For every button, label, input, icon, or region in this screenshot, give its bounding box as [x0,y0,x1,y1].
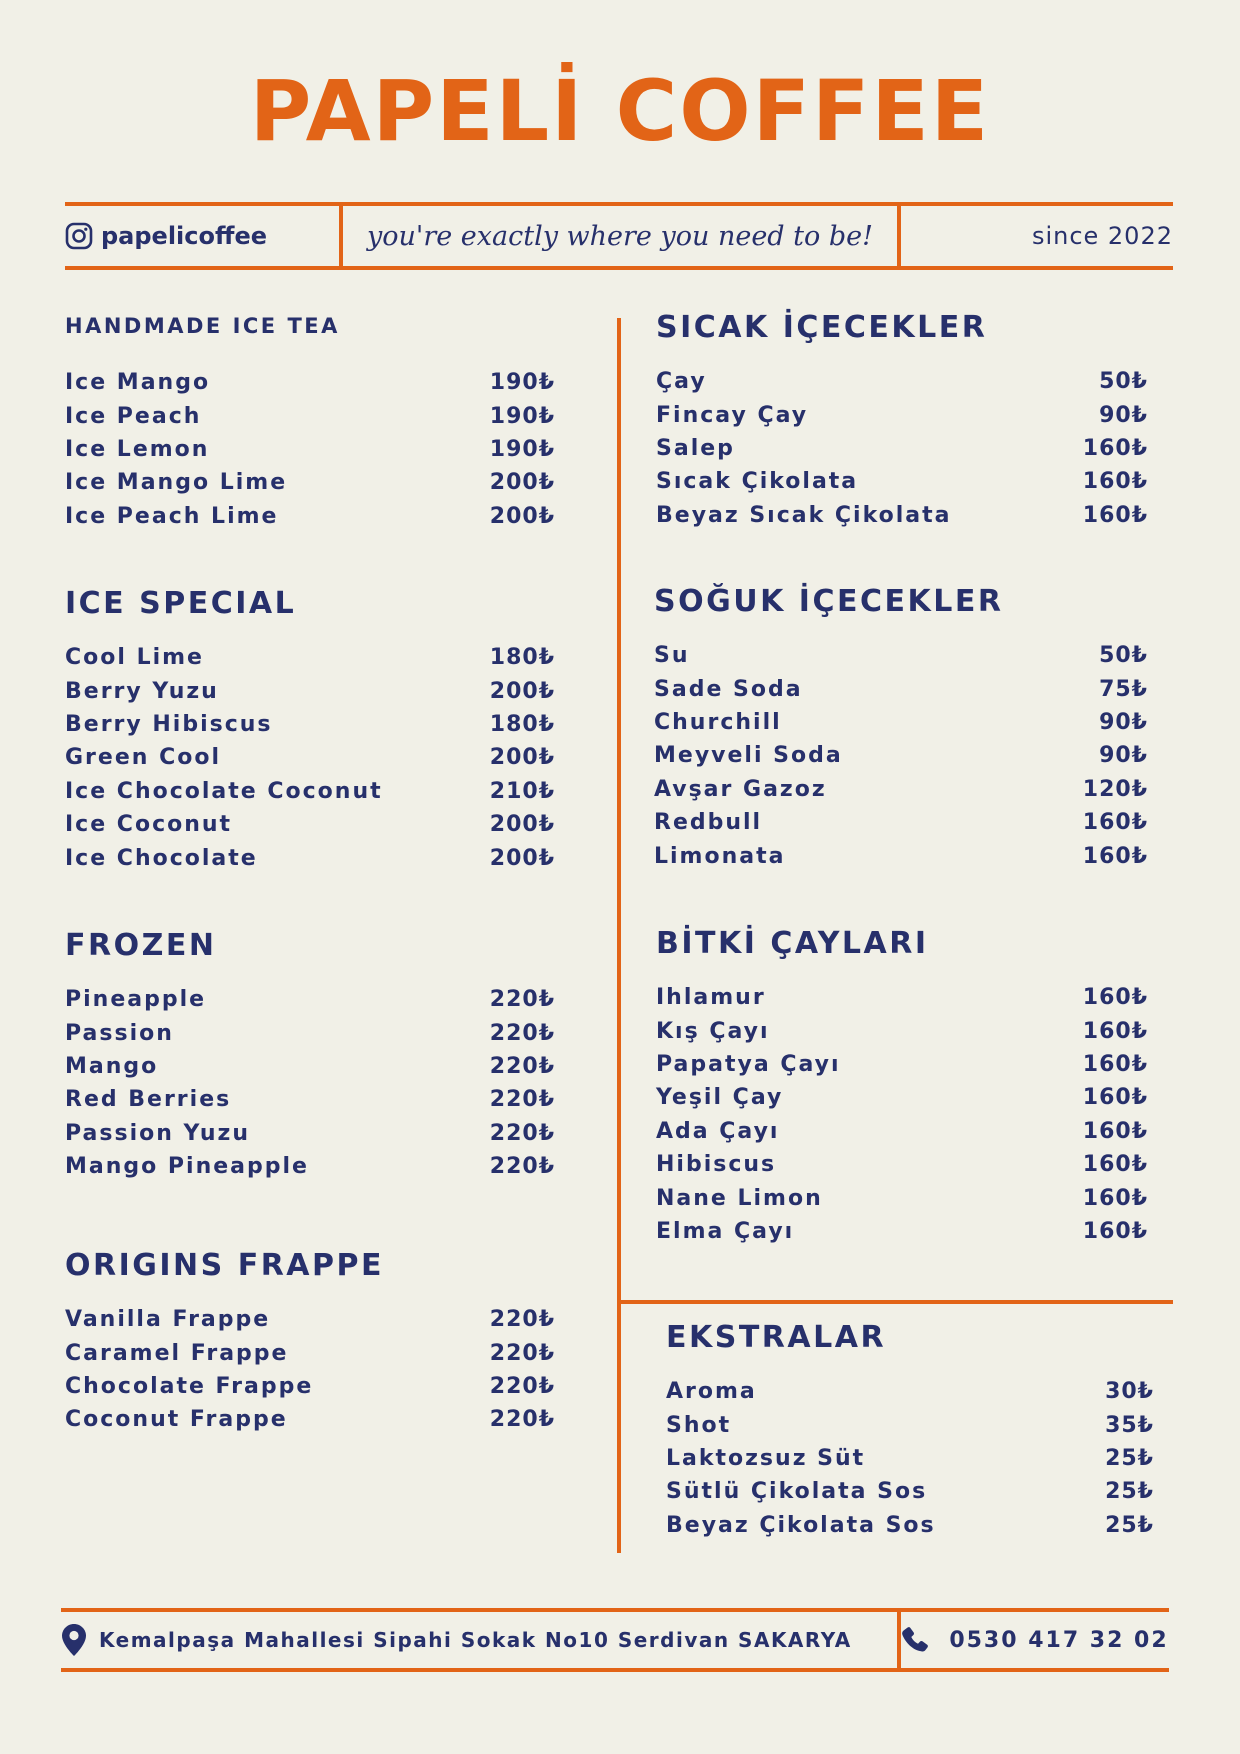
menu-item [65,1370,555,1403]
page-title: PAPELİ COFFEE [249,62,991,160]
menu-section [666,1320,1154,1542]
item-name: Laktozsuz Süt [666,1445,866,1471]
item-name: Passion [65,1020,174,1046]
item-name: Salep [656,435,735,461]
item-name: Beyaz Sıcak Çikolata [656,502,952,528]
menu-item [666,1509,1154,1542]
item-price: 160₺ [1082,1018,1148,1044]
menu-item [65,775,555,808]
menu-item [656,365,1148,398]
item-name: Elma Çayı [656,1218,795,1244]
phone-icon [901,1625,931,1655]
address-text: Kemalpaşa Mahallesi Sipahi Sokak No10 Serdivan SAKARYA [99,1628,852,1652]
item-name: Coconut Frappe [65,1407,288,1433]
menu-item [656,1048,1148,1081]
item-name: Ice Peach Lime [65,503,279,529]
item-price: 25₺ [1105,1479,1154,1505]
item-price: 220₺ [489,1087,555,1113]
item-price: 160₺ [1082,1118,1148,1144]
menu-section [65,1248,555,1437]
item-price: 25₺ [1105,1445,1154,1471]
menu-item [65,841,555,874]
item-name: Berry Yuzu [65,678,219,704]
item-price: 200₺ [489,503,555,529]
item-name: Meyveli Soda [654,743,843,769]
item-price: 35₺ [1105,1412,1154,1438]
item-name: Ice Peach [65,403,202,429]
location-pin-icon [61,1623,87,1657]
item-price: 200₺ [489,470,555,496]
menu-item [65,1117,555,1150]
menu-item [654,672,1148,705]
menu-item [656,1148,1148,1181]
item-name: Sıcak Çikolata [656,469,859,495]
item-price: 190₺ [489,436,555,462]
menu-item [65,1336,555,1369]
item-price: 220₺ [489,1407,555,1433]
menu-item [65,1303,555,1336]
section-title: ORIGINS FRAPPE [65,1248,384,1283]
item-name: Pineapple [65,987,207,1013]
item-name: Vanilla Frappe [65,1307,271,1333]
instagram-handle[interactable] [65,206,343,266]
column-divider [617,318,621,1553]
item-price: 50₺ [1099,643,1148,669]
item-name: Papatya Çayı [656,1051,841,1077]
address [61,1612,901,1668]
item-name: Nane Limon [656,1185,823,1211]
item-name: Redbull [654,810,763,836]
menu-item [656,398,1148,431]
item-price: 160₺ [1082,1152,1148,1178]
menu-item [656,1081,1148,1114]
item-name: Ice Chocolate Coconut [65,778,383,804]
item-price: 200₺ [489,745,555,771]
menu-item [666,1475,1154,1508]
item-price: 220₺ [489,1340,555,1366]
item-name: Ada Çayı [656,1118,780,1144]
item-price: 180₺ [489,711,555,737]
item-price: 160₺ [1082,1085,1148,1111]
item-name: Çay [656,369,707,395]
item-price: 50₺ [1099,369,1148,395]
section-title: FROZEN [65,928,217,963]
menu-item [656,1215,1148,1248]
menu-item [65,1403,555,1436]
item-name: Ihlamur [656,985,766,1011]
item-price: 160₺ [1082,1185,1148,1211]
item-price: 160₺ [1082,502,1148,528]
menu-item [654,706,1148,739]
item-price: 220₺ [489,1373,555,1399]
item-price: 220₺ [489,1120,555,1146]
item-name: Sütlü Çikolata Sos [666,1479,928,1505]
section-title: HANDMADE ICE TEA [65,314,340,338]
item-price: 120₺ [1082,776,1148,802]
menu-item [656,1014,1148,1047]
menu-item [65,983,555,1016]
menu-section [654,584,1148,873]
menu-item [65,466,555,499]
item-price: 30₺ [1105,1379,1154,1405]
item-name: Sade Soda [654,676,803,702]
section-title: EKSTRALAR [666,1320,887,1355]
item-name: Su [654,643,690,669]
menu-section [65,586,555,875]
phone[interactable] [901,1612,1169,1668]
menu-item [65,1083,555,1116]
menu-item [666,1375,1154,1408]
item-price: 90₺ [1099,709,1148,735]
item-name: Chocolate Frappe [65,1373,314,1399]
since-label: since 2022 [1031,222,1173,250]
menu-item [65,1016,555,1049]
section-title: SOĞUK İÇECEKLER [654,584,1004,619]
item-price: 220₺ [489,1307,555,1333]
menu-section [65,928,555,1183]
menu-item [666,1442,1154,1475]
item-name: Mango Pineapple [65,1154,309,1180]
item-price: 90₺ [1099,402,1148,428]
item-name: Churchill [654,709,782,735]
item-name: Ice Lemon [65,436,210,462]
item-name: Aroma [666,1379,757,1405]
instagram-icon [65,222,93,250]
item-price: 200₺ [489,845,555,871]
item-price: 160₺ [1082,843,1148,869]
menu-item [656,465,1148,498]
item-name: Avşar Gazoz [654,776,827,802]
menu-item [65,1050,555,1083]
item-name: Ice Chocolate [65,845,258,871]
item-price: 160₺ [1082,985,1148,1011]
item-price: 210₺ [489,778,555,804]
menu-item [65,1150,555,1183]
item-name: Berry Hibiscus [65,711,273,737]
phone-text: 0530 417 32 02 [949,1627,1169,1653]
item-name: Beyaz Çikolata Sos [666,1512,936,1538]
item-name: Caramel Frappe [65,1340,289,1366]
item-name: Kış Çayı [656,1018,770,1044]
item-price: 200₺ [489,678,555,704]
menu-item [654,773,1148,806]
header-bar [65,202,1173,270]
item-price: 160₺ [1082,435,1148,461]
footer-bar [61,1608,1169,1672]
menu-item [65,399,555,432]
instagram-handle-text: papelicoffee [101,222,267,250]
section-title: SICAK İÇECEKLER [656,310,988,345]
item-name: Yeşil Çay [656,1085,784,1111]
menu-item [656,1115,1148,1148]
menu-item [656,432,1148,465]
menu-item [65,641,555,674]
item-name: Mango [65,1053,159,1079]
section-title: ICE SPECIAL [65,586,297,621]
item-price: 25₺ [1105,1512,1154,1538]
item-name: Green Cool [65,745,221,771]
item-price: 180₺ [489,645,555,671]
item-name: Fincay Çay [656,402,809,428]
menu-item [65,674,555,707]
item-price: 220₺ [489,1020,555,1046]
item-price: 160₺ [1082,1051,1148,1077]
menu-item [65,433,555,466]
item-name: Ice Coconut [65,812,233,838]
item-name: Ice Mango Lime [65,470,288,496]
item-price: 190₺ [489,403,555,429]
menu-item [65,366,555,399]
menu-section [65,314,555,533]
item-price: 220₺ [489,987,555,1013]
item-name: Red Berries [65,1087,232,1113]
item-price: 220₺ [489,1154,555,1180]
menu-section [656,310,1148,532]
tagline: you're exactly where you need to be! [343,206,901,266]
item-name: Cool Lime [65,645,204,671]
section-title: BİTKİ ÇAYLARI [656,926,929,961]
menu-item [654,639,1148,672]
item-name: Shot [666,1412,732,1438]
menu-item [654,806,1148,839]
item-price: 200₺ [489,812,555,838]
item-price: 75₺ [1099,676,1148,702]
item-price: 160₺ [1082,810,1148,836]
menu-item [654,839,1148,872]
item-price: 220₺ [489,1053,555,1079]
item-price: 190₺ [489,370,555,396]
menu-item [654,739,1148,772]
extras-divider [617,1300,1173,1304]
item-name: Passion Yuzu [65,1120,251,1146]
item-price: 160₺ [1082,469,1148,495]
item-name: Limonata [654,843,786,869]
item-price: 160₺ [1082,1218,1148,1244]
menu-item [65,808,555,841]
menu-item [656,499,1148,532]
menu-item [65,500,555,533]
menu-item [666,1408,1154,1441]
menu-item [65,741,555,774]
menu-item [656,1181,1148,1214]
menu-item [656,981,1148,1014]
item-price: 90₺ [1099,743,1148,769]
menu-item [65,708,555,741]
item-name: Hibiscus [656,1152,777,1178]
item-name: Ice Mango [65,370,211,396]
menu-section [656,926,1148,1248]
